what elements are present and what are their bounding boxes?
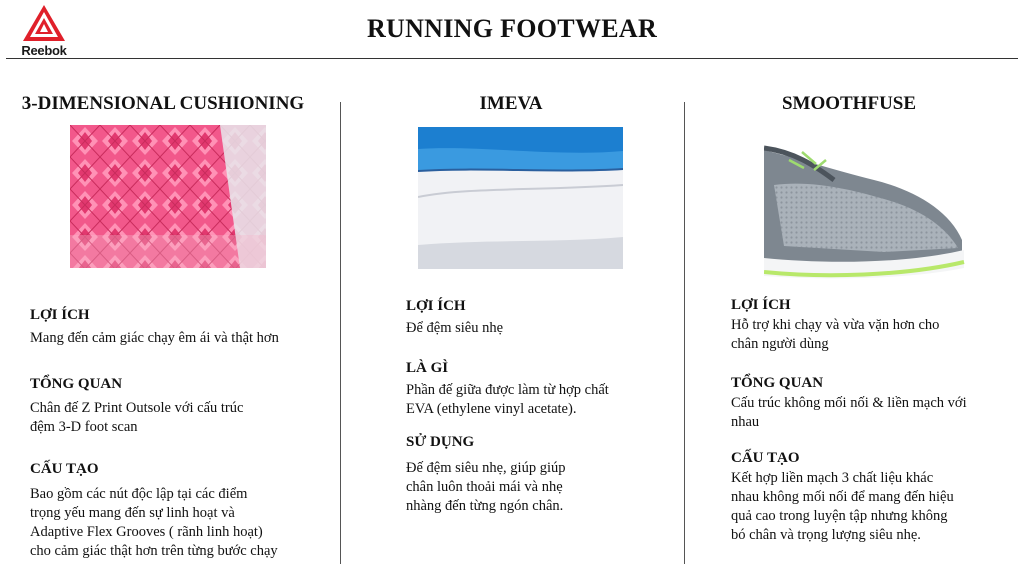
blue-midsole-image bbox=[418, 127, 623, 269]
imeva-usage-text bbox=[406, 459, 630, 516]
grey-mesh-shoe-image bbox=[764, 140, 966, 282]
text-line: chân luôn thoải mái và nhẹ bbox=[406, 479, 563, 495]
text-line: Kết hợp liền mạch 3 chất liệu khác bbox=[731, 470, 934, 486]
pink-sole-texture-image bbox=[70, 125, 266, 268]
text-line: chân người dùng bbox=[731, 336, 829, 352]
smoothfuse-structure-text bbox=[731, 469, 981, 545]
text-line: nhau bbox=[731, 414, 760, 430]
cushioning-benefit-text bbox=[30, 329, 320, 348]
smoothfuse-structure-heading: CẤU TẠO bbox=[731, 450, 800, 466]
text-line: Chân đế Z Print Outsole với cấu trúc bbox=[30, 400, 244, 416]
imeva-what-text bbox=[406, 381, 646, 419]
text-line: nhau không mối nối để mang đến hiệu bbox=[731, 489, 954, 505]
column-title-cushioning: 3-DIMENSIONAL CUSHIONING bbox=[21, 93, 305, 114]
imeva-benefit-text bbox=[406, 319, 646, 338]
imeva-benefit-heading: LỢI ÍCH bbox=[406, 298, 466, 314]
text-line: trọng yếu mang đến sự linh hoạt và bbox=[30, 505, 235, 521]
text-line: đệm 3-D foot scan bbox=[30, 419, 138, 435]
text-line: Đế đệm siêu nhẹ, giúp giúp bbox=[406, 460, 566, 476]
cushioning-structure-heading: CẤU TẠO bbox=[30, 461, 99, 477]
text-line: nhàng đến từng ngón chân. bbox=[406, 498, 564, 514]
text-line: Để đệm siêu nhẹ bbox=[406, 320, 504, 336]
cushioning-overview-text bbox=[30, 399, 320, 437]
text-line: bó chân và trọng lượng siêu nhẹ. bbox=[731, 527, 921, 543]
logo-wordmark: Reebok bbox=[21, 43, 67, 58]
text-line: Phần đế giữa được làm từ hợp chất bbox=[406, 382, 609, 398]
column-title-imeva: IMEVA bbox=[479, 93, 543, 114]
imeva-what-heading: LÀ GÌ bbox=[406, 360, 449, 376]
imeva-usage-heading: SỬ DỤNG bbox=[406, 434, 475, 450]
text-line: quả cao trong luyện tập nhưng không bbox=[731, 508, 948, 524]
column-divider-2 bbox=[684, 102, 685, 564]
text-line: Bao gồm các nút độc lập tại các điểm bbox=[30, 486, 248, 502]
page-title: RUNNING FOOTWEAR bbox=[366, 14, 658, 43]
text-line: Hỗ trợ khi chạy và vừa vặn hơn cho bbox=[731, 317, 940, 333]
smoothfuse-overview-text bbox=[731, 394, 1001, 432]
column-divider-1 bbox=[340, 102, 341, 564]
text-line: Mang đến cảm giác chạy êm ái và thật hơn bbox=[30, 330, 279, 346]
text-line: Adaptive Flex Grooves ( rãnh linh hoạt) bbox=[30, 524, 263, 540]
smoothfuse-benefit-heading: LỢI ÍCH bbox=[731, 297, 791, 313]
header-divider bbox=[6, 58, 1018, 59]
cushioning-structure-text bbox=[30, 485, 320, 561]
cushioning-benefit-heading: LỢI ÍCH bbox=[30, 307, 90, 323]
text-line: EVA (ethylene vinyl acetate). bbox=[406, 401, 577, 417]
text-line: cho cảm giác thật hơn trên từng bước chạy bbox=[30, 543, 278, 559]
cushioning-overview-heading: TỔNG QUAN bbox=[30, 376, 123, 392]
smoothfuse-overview-heading: TỔNG QUAN bbox=[731, 375, 824, 391]
text-line: Cấu trúc không mối nối & liền mạch với bbox=[731, 395, 967, 411]
smoothfuse-benefit-text bbox=[731, 316, 1001, 354]
column-title-smoothfuse: SMOOTHFUSE bbox=[781, 93, 917, 114]
